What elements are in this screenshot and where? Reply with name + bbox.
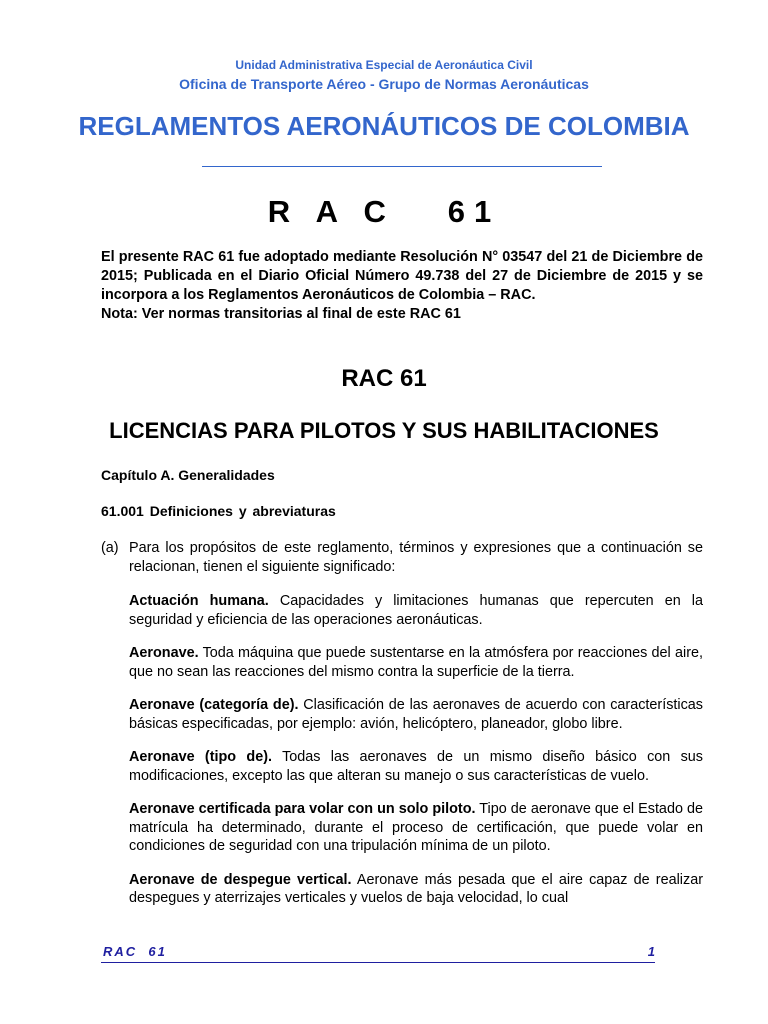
definitions-list [129,592,703,932]
intro-note: Nota: Ver normas transitorias al final de este RAC 61 [101,306,461,322]
rac-code-heading: RAC 61 [341,365,427,392]
page-footer [101,944,655,963]
org-line-1: Unidad Administrativa Especial de Aeronáutica Civil [235,58,533,72]
definition-term: Actuación humana. [129,593,269,609]
definition-text: Tipo de aeronave que el Estado de matrícula ha determinado, durante el proceso de certificación, que puede volar en condiciones de seguridad con una tripulación mínima de un piloto. [129,801,703,854]
definition-term: Aeronave. [129,645,199,661]
definition-term: Aeronave certificada para volar con un solo piloto. [129,801,476,817]
title-divider [202,166,602,167]
intro-paragraph: El presente RAC 61 fue adoptado mediante Resolución N° 03547 del 21 de Diciembre de 2015; Publicada en el Diario Oficial Número 49.738 del 27 de Diciembre de 2015 y se incorpora a los Reglamentos Aeronáuticos de Colombia – RAC. [101,249,703,303]
definition-text: Capacidades y limitaciones humanas que repercuten en la seguridad y eficiencia de las operaciones aeronáuticas. [129,593,703,628]
chapter-heading: Capítulo A. Generalidades [101,467,275,483]
definition-term: Aeronave (tipo de). [129,749,272,765]
definition-item [129,800,703,856]
definition-text: Todas las aeronaves de un mismo diseño básico con sus modificaciones, excepto las que alteran su manejo o sus características de vuelo. [129,749,703,784]
footer-document-code: RAC 61 [103,944,167,959]
main-title: REGLAMENTOS AERONÁUTICOS DE COLOMBIA [78,111,690,141]
item-a-marker: (a) [101,540,119,556]
intro-block [101,248,703,324]
definition-item [129,871,703,908]
definition-item [129,592,703,629]
footer-page-number: 1 [647,944,655,959]
item-a-text: Para los propósitos de este reglamento, términos y expresiones que a continuación se relacionan, tienen el siguiente significado: [129,540,703,575]
definition-term: Aeronave (categoría de). [129,697,299,713]
item-a [101,539,703,577]
big-code: R A C 61 [267,194,501,229]
section-heading: 61.001 Definiciones y abreviaturas [101,503,336,519]
definition-text: Clasificación de las aeronaves de acuerdo con características básicas especificadas, por ejemplo: avión, helicóptero, planeador, globo libre. [129,697,703,732]
definition-item [129,748,703,785]
rac-title-heading: LICENCIAS PARA PILOTOS Y SUS HABILITACIONES [109,418,659,443]
definition-item [129,696,703,733]
definition-term: Aeronave de despegue vertical. [129,871,352,888]
definition-item [129,644,703,681]
definition-text: Toda máquina que puede sustentarse en la atmósfera por reacciones del aire, que no sean las reacciones del mismo contra la superficie de la tierra. [129,645,703,680]
org-line-2: Oficina de Transporte Aéreo - Grupo de Normas Aeronáuticas [179,76,589,92]
definition-text: Aeronave más pesada que el aire capaz de realizar despegues y aterrizajes verticales y vuelos de baja velocidad, lo cual [129,871,703,906]
